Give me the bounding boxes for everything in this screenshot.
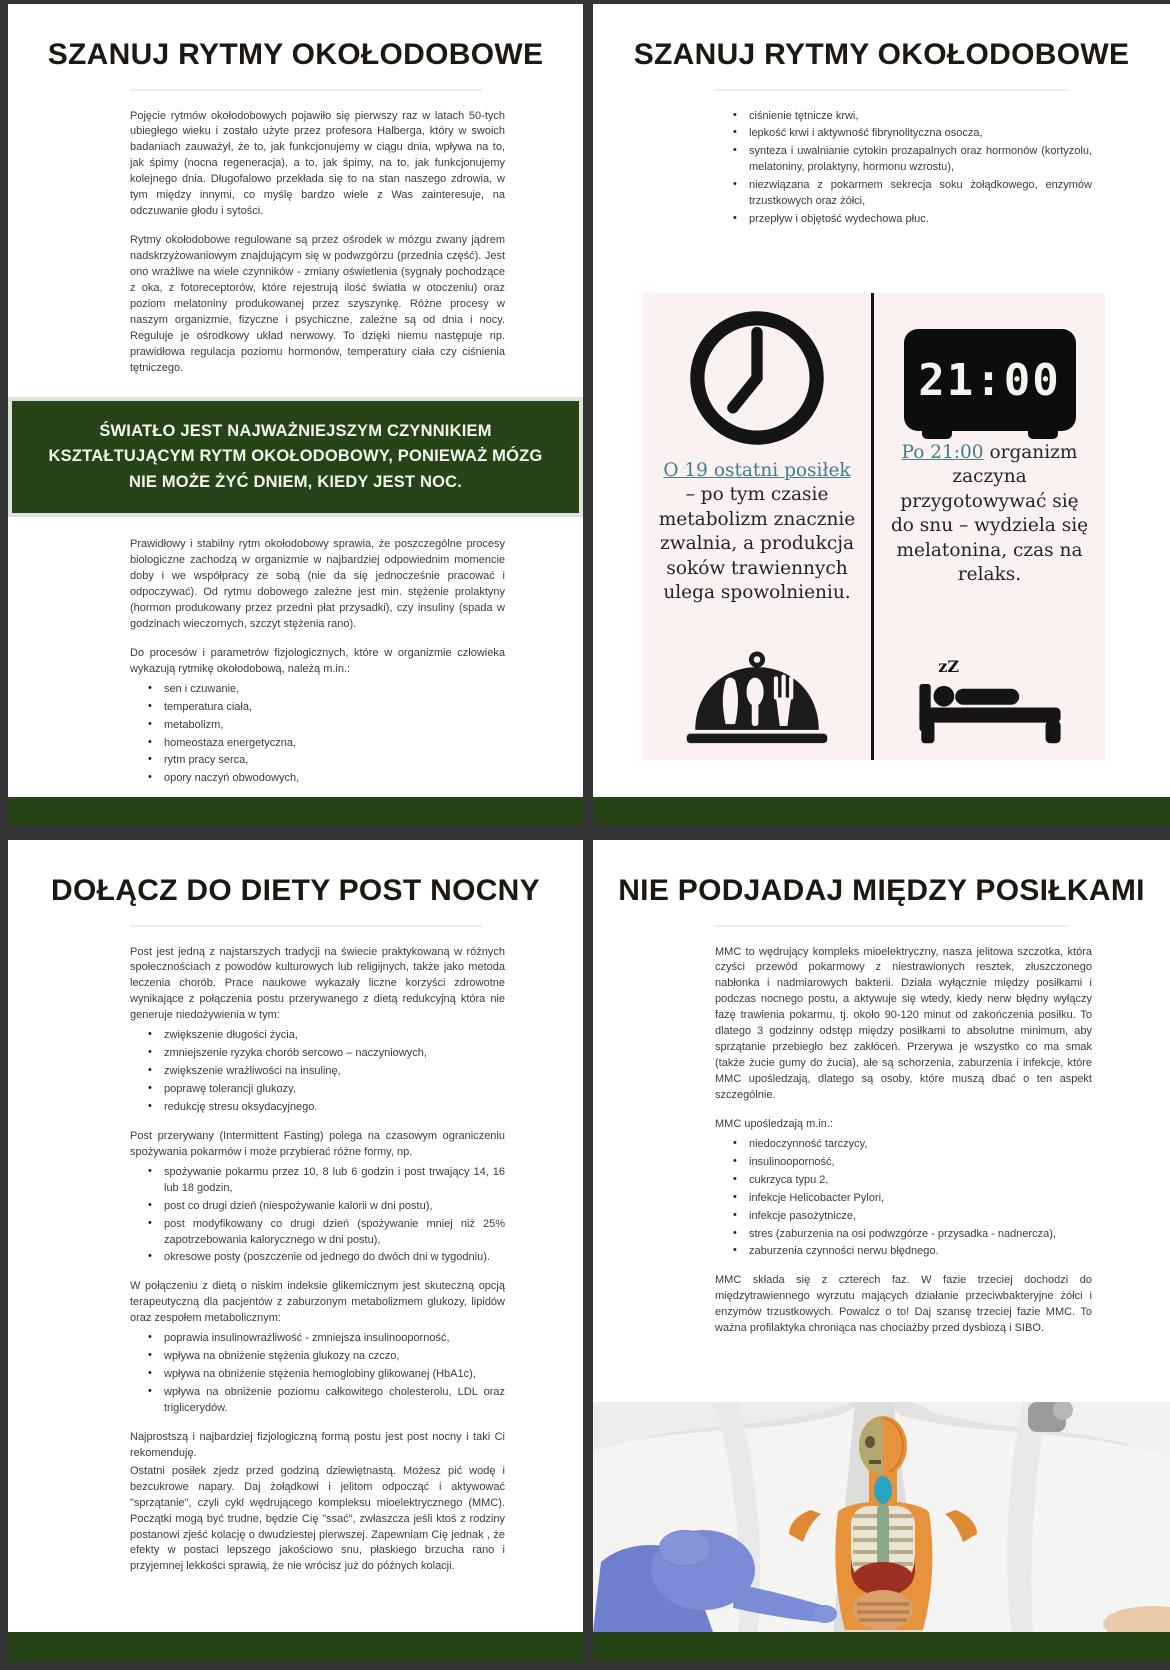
list-item: • okresowe posty (poszczenie od jednego do dwóch dni w tygodniu). xyxy=(148,1250,505,1266)
svg-text:zZ: zZ xyxy=(937,656,959,676)
bullet-list xyxy=(130,1165,505,1267)
list-item: • poprawę tolerancji glukozy, xyxy=(148,1082,505,1098)
paragraph: Pojęcie rytmów okołodobowych pojawiło się pierwszy raz w latach 50-tych ubiegłego wieku i zostało użyte przez profesora Halberga, który w swoich badaniach zauważył, że to, jak funkcjonujemy w ciągu dnia, wpływa na to, jak śpimy (nocna regeneracja), a to, jak śpimy, na to, jak funkcjonujemy kolejnego dnia. Długofalowo przekłada się to na stan naszego zdrowia, w tym między innymi, co myślę bardzo wiele z Was zainteresuje, na odczuwanie głodu i sytości. xyxy=(130,109,505,218)
list-intro: Do procesów i parametrów fizjologicznych, które w organizmie człowieka wykazują rytmikę okołodobową, należą m.in.: xyxy=(130,646,505,675)
callout-text: ŚWIATŁO JEST NAJWAŻNIEJSZYM CZYNNIKIEM KSZTAŁTUJĄCYM RYTM OKOŁODOBOWY, PONIEWAŻ MÓZG NIE MOŻE ŻYĆ DNIEM, KIEDY JEST NOC. xyxy=(48,421,543,491)
page-title: DOŁĄCZ DO DIETY POST NOCNY xyxy=(51,874,540,907)
list-item: • infekcje Helicobacter Pylori, xyxy=(733,1191,1092,1207)
page-body xyxy=(593,945,1170,1338)
page-title: SZANUJ RYTMY OKOŁODOBOWE xyxy=(633,38,1130,71)
list-item: • post modyfikowany co drugi dzień (spożywanie mniej niż 25% zapotrzebowania kalorycznego w dni postu), xyxy=(148,1217,505,1249)
page-footer-bar xyxy=(8,1632,583,1662)
list-item: • wpływa na obniżenie stężenia hemoglobiny glikowanej (HbA1c), xyxy=(148,1367,505,1383)
meal-time-link[interactable]: O 19 ostatni posiłek xyxy=(663,460,851,481)
paragraph: Prawidłowy i stabilny rytm okołodobowy sprawia, że poszczególne procesy biologiczne zachodzą w organizmie w najbardziej odpowiednim momencie doby i we współpracy ze sobą (nie da się jednocześnie pracować i odpoczywać). Od rytmu dobowego zależne jest min. stężenie prolaktyny (hormon produkowany przez przedni płat przysadki), czy insuliny (spada w godzinach wieczornych, szczyt stężenia rano). xyxy=(130,538,505,630)
infographic-right-column xyxy=(874,293,1105,760)
list-item: • sen i czuwanie, xyxy=(148,682,505,698)
list-item: • zwiększenie długości życia, xyxy=(148,1028,505,1044)
sleeping-person-icon xyxy=(910,652,1070,748)
list-item: • zmniejszenie ryzyka chorób sercowo – naczyniowych, xyxy=(148,1046,505,1062)
bullet-list xyxy=(130,682,505,788)
sleep-time-link[interactable]: Po 21:00 xyxy=(901,442,984,463)
list-item: • cukrzyca typu 2, xyxy=(733,1173,1092,1189)
page-footer-bar xyxy=(593,1632,1170,1662)
analog-clock-icon xyxy=(686,307,828,449)
paragraph: MMC to wędrujący kompleks mioelektryczny, nasza jelitowa szczotka, która czyści przewód pokarmowy z niestrawionych resztek, złuszczonego nabłonka i nadmiarowych bakterii. Działa wyłącznie między posiłkami i podczas nocnego postu, a aktywuje się wtedy, kiedy nerw błędny wyłączy fazę trawienia pokarmu, tj. około 90-120 minut od zakończenia posiłku. To dlatego 3 godzinny odstęp między posiłkami to absolutne minimum, aby sprzątanie przebiegło bez zakłóceń. Przerywa je wszystko co ma smak (także żucie gumy do żucia), ale są schorzenia, zaburzenia i infekcje, które MMC upośledzają, dlatego są osoby, które muszą dbać o ten aspekt szczególnie. xyxy=(715,945,1092,1101)
page-bottom-right xyxy=(593,840,1170,1662)
page-footer-bar xyxy=(593,797,1170,825)
list-item: • metabolizm, xyxy=(148,718,505,734)
list-item: • niedoczynność tarczycy, xyxy=(733,1137,1092,1153)
infographic-left-rest: – po tym czasie metabolizm znacznie zwalnia, a produkcja soków trawiennych ulega spowolnieniu. xyxy=(658,484,856,604)
digital-clock-icon xyxy=(904,329,1076,431)
page-top-left xyxy=(8,4,583,825)
list-item: • rytm pracy serca, xyxy=(148,753,505,769)
list-item: • post co drugi dzień (niespożywanie kalorii w dni postu), xyxy=(148,1199,505,1215)
list-item: • wpływa na obniżenie poziomu całkowitego cholesterolu, LDL oraz triglicerydów. xyxy=(148,1385,505,1417)
title-divider xyxy=(130,925,482,927)
digital-clock-time: 21:00 xyxy=(918,354,1061,406)
list-item: • lepkość krwi i aktywność fibrynolityczna osocza, xyxy=(733,126,1092,142)
page-title: NIE PODJADAJ MIĘDZY POSIŁKAMI xyxy=(618,874,1145,907)
list-item: • temperatura ciała, xyxy=(148,700,505,716)
page-body xyxy=(8,109,583,788)
list-item: • spożywanie pokarmu przez 10, 8 lub 6 godzin i post trwający 14, 16 lub 18 godzin, xyxy=(148,1165,505,1197)
title-divider xyxy=(715,89,1067,91)
page-bottom-left xyxy=(8,840,583,1662)
meal-cloche-icon xyxy=(681,648,833,748)
paragraph: W połączeniu z dietą o niskim indeksie glikemicznym jest skuteczną opcją terapeutyczną dla pacjentów z zaburzonym metabolizmem glukozy, lipidów oraz zespołem metabolicznym: xyxy=(130,1280,505,1325)
page-body xyxy=(8,945,583,1576)
paragraph: Ostatni posiłek zjedz przed godziną dziewiętnastą. Możesz pić wodę i bezcukrowe napary. Daj żołądkowi i jelitom odpocząć i aktywować "sprzątanie", czyli cykl wędrującego kompleksu mioelektrycznego (MMC). Początki mogą być trudne, będzie Cię "ssać", zwłaszcza jeśli ktoś z rodziny postanowi zjeść kolację o dwudziestej pierwszej. Zapewniam Cię jednak , że efekty w postaci lepszego jakościowo snu, płaskiego brzucha rano i przyjemnej lekkości sprawią, że nie wrócisz już do późnych kolacji. xyxy=(130,1464,505,1573)
bullet-list xyxy=(130,1331,505,1417)
doctor-anatomy-photo xyxy=(593,1402,1170,1632)
list-item: • poprawia insulinowrażliwość - zmniejsza insulinooporność, xyxy=(148,1331,505,1347)
paragraph: Rytmy okołodobowe regulowane są przez ośrodek w mózgu zwany jądrem nadskrzyżowaniowym znajdującym się w podwzgórzu (przednia część). Jest ono wrażliwe na wiele czynników - zmiany oświetlenia (sygnały pochodzące z oka, z fotoreceptorów, które rejestrują ilość światła w otoczeniu) oraz poziom melatoniny produkowanej przez szyszynkę. Różne procesy w naszym organizmie, fizyczne i psychiczne, zależne są od dnia i nocy. Reguluje je ośrodkowy układ nerwowy. To dzięki niemu następuje np. prawidłowa regulacja poziomu hormonów, temperatury ciała czy ciśnienia tętniczego. xyxy=(130,234,505,374)
list-item: • homeostaza energetyczna, xyxy=(148,736,505,752)
page-body xyxy=(593,109,1170,229)
infographic-right-text xyxy=(888,441,1091,587)
bullet-list xyxy=(715,1137,1092,1261)
list-intro: MMC upośledzają m.in.: xyxy=(715,1117,833,1130)
page-title: SZANUJ RYTMY OKOŁODOBOWE xyxy=(47,38,544,71)
infographic-left-column xyxy=(643,293,874,760)
list-item: • synteza i uwalnianie cytokin prozapalnych oraz hormonów (kortyzolu, melatoniny, prolaktyny, hormonu wzrostu), xyxy=(733,144,1092,176)
infographic-left-text xyxy=(657,459,857,605)
list-item: • niezwiązana z pokarmem sekrecja soku żołądkowego, enzymów trzustkowych oraz żółci, xyxy=(733,178,1092,210)
infographic-panel xyxy=(643,293,1105,760)
list-item: • insulinooporność, xyxy=(733,1155,1092,1171)
bullet-list xyxy=(130,1028,505,1116)
list-item: • wpływa na obniżenie stężenia glukozy na czczo, xyxy=(148,1349,505,1365)
list-item: • zaburzenia czynności nerwu błędnego. xyxy=(733,1244,1092,1260)
highlight-callout xyxy=(8,397,583,518)
paragraph: Post przerywany (Intermittent Fasting) polega na czasowym ograniczeniu spożywania pokarmów i może przybierać różne formy, np. xyxy=(130,1129,505,1158)
list-item: • opory naczyń obwodowych, xyxy=(148,771,505,787)
paragraph: MMC składa się z czterech faz. W fazie trzeciej dochodzi do międzytrawiennego wyrzutu mających działanie przeciwbakteryjne żółci i enzymów trzustkowych. Powalcz o to! Daj szansę trzeciej fazie MMC. To ważna profilaktyka chroniąca nas chociażby przed dysbiozą i SIBO. xyxy=(715,1274,1092,1335)
infographic-right-rest: organizm zaczyna przygotowywać się do snu – wydziela się melatonina, czas na relaks. xyxy=(890,442,1089,586)
page-top-right xyxy=(593,4,1170,825)
bullet-list xyxy=(715,109,1092,229)
page-footer-bar xyxy=(8,797,583,825)
list-item: • redukcję stresu oksydacyjnego. xyxy=(148,1100,505,1116)
list-item: • zwiększenie wrażliwości na insulinę, xyxy=(148,1064,505,1080)
list-item: • stres (zaburzenia na osi podwzgórze - przysadka - nadnercza), xyxy=(733,1227,1092,1243)
list-item: • ciśnienie tętnicze krwi, xyxy=(733,109,1092,125)
list-item: • infekcje pasożytnicze, xyxy=(733,1209,1092,1225)
paragraph: Post jest jedną z najstarszych tradycji na świecie praktykowaną w różnych społecznościach z powodów kulturowych lub religijnych, także jako metoda leczenia chorób. Prace naukowe wykazały liczne korzyści zdrowotne wynikające z połączenia postu przerywanego z dietą redukcyjną która nie generuje niedożywienia w tym: xyxy=(130,945,505,1022)
title-divider xyxy=(130,89,482,91)
paragraph: Najprostszą i najbardziej fizjologiczną formą postu jest post nocny i taki Ci rekomenduję. xyxy=(130,1430,505,1459)
list-item: • przepływ i objętość wydechowa płuc. xyxy=(733,212,1092,228)
title-divider xyxy=(715,925,1067,927)
